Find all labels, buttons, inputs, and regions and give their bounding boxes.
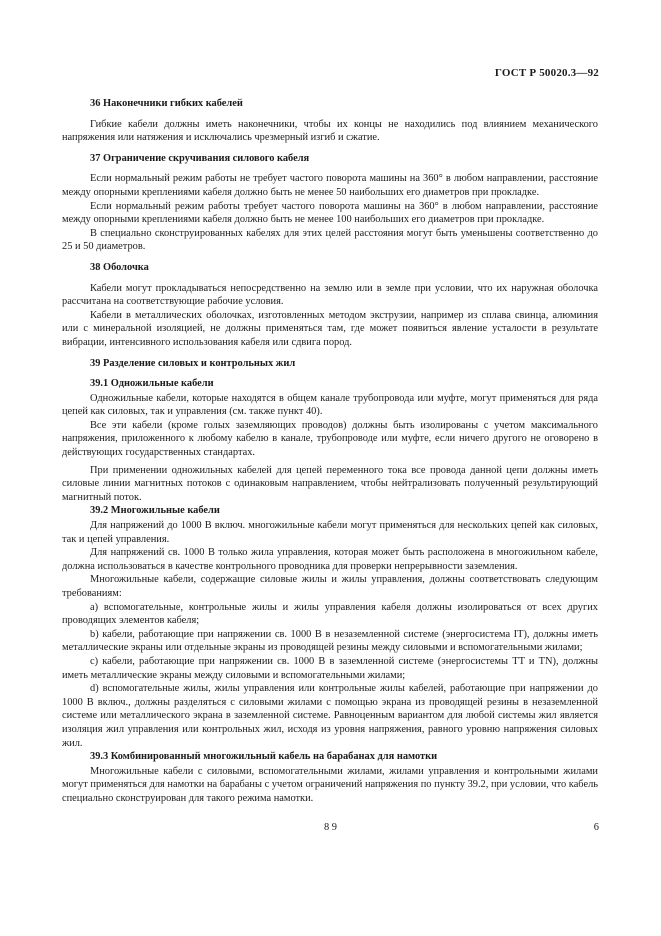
section-39-3-paragraph: Многожильные кабели с силовыми, вспомогательными жилами, жилами управления и контрольными жилами могут применяться для намотки на барабаны с учетом ограничений напряжения по пункту 39.2, при условии, что кабель специально сконструирован для такого режима намотки.	[62, 765, 598, 804]
section-39-1-paragraph-3: При применении одножильных кабелей для цепей переменного тока все провода данной цепи должны иметь силовые линии магнитных потоков с одинаковым направлением, чтобы нейтрализовать полученный результирующий магнитный поток.	[62, 464, 598, 503]
section-39-2-item-a: а) вспомогательные, контрольные жилы и жилы управления кабеля должны изолироваться от всех других проводящих элементов кабеля;	[62, 601, 598, 627]
section-39-2-paragraph-3: Многожильные кабели, содержащие силовые жилы и жилы управления, должны соответствовать следующим требованиям:	[62, 574, 598, 599]
section-37-paragraph-1: Если нормальный режим работы не требует частого поворота машины на 360° в любом направлении, расстояние между опорными креплениями кабеля должно быть не менее 50 наибольших его диаметров при прокладке.	[62, 173, 598, 198]
section-38-paragraph-2: Кабели в металлических оболочках, изготовленных методом экструзии, например из сплава свинца, алюминия или с минеральной изоляцией, не должны применяться там, где может появиться явление усталости в результате вибрации, интенсивного использования кабеля или сдвига пород.	[62, 309, 598, 348]
standard-header: ГОСТ Р 50020.3—92	[494, 67, 599, 79]
section-39-2-item-b: b) кабели, работающие при напряжении св. 1000 В в незаземленной системе (энергосистема IT), должны иметь металлические экраны или отдельные экраны из проводящей резины между силовыми и вспомогательными жилами;	[62, 628, 598, 654]
section-39-1-paragraph-2: Все эти кабели (кроме голых заземляющих проводов) должны быть изолированы с учетом максимального напряжения, приложенного к любому кабелю в канале, трубопроводе или муфте, если ничего другого не оговорено в действующих государственных стандартах.	[62, 419, 598, 459]
footer-mark: 8 9	[324, 822, 337, 833]
section-39-2-item-c: c) кабели, работающие при напряжении св. 1000 В в заземленной системе (энергосистемы TT и TN), должны иметь металлические экраны между силовыми и вспомогательными жилами;	[62, 655, 598, 681]
page-number: 6	[593, 822, 599, 833]
section-38-paragraph-1: Кабели могут прокладываться непосредственно на землю или в земле при условии, что их наружная оболочка рассчитана на соответствующие рабочие условия.	[62, 282, 598, 308]
section-38-heading: 38 Оболочка	[90, 261, 149, 273]
section-39-2-paragraph-2: Для напряжений св. 1000 В только жила управления, которая может быть расположена в многожильном кабеле, должна использоваться в качестве контрольного проводника для проверки непрерывности заземления.	[62, 547, 598, 572]
document-body	[62, 97, 598, 806]
section-39-2-item-d: d) вспомогательные жилы, жилы управления или контрольные жилы кабелей, работающие при напряжении до 1000 В включ., должны разделяться с силовыми жилами с помощью экрана из проводящей резины в незаземленной системе или металлического экрана в заземленной системе. Равноценным вариантом для любой системы жил является изоляция жил управления или контрольных жил, исходя из уровня напряжения, равного уровню напряжения силовых жил.	[62, 683, 598, 749]
section-39-3-heading: 39.3 Комбинированный многожильный кабель на барабанах для намотки	[90, 751, 438, 763]
section-36-heading: 36 Наконечники гибких кабелей	[90, 98, 243, 109]
section-36-paragraph: Гибкие кабели должны иметь наконечники, чтобы их концы не находились под влиянием механического напряжения или натяжения и исключались чрезмерный изгиб и сжатие.	[62, 118, 598, 144]
section-39-2-heading: 39.2 Многожильные кабели	[90, 505, 220, 517]
section-39-2-paragraph-1: Для напряжений до 1000 В включ. многожильные кабели могут применяться для нескольких цепей как силовых, так и цепей управления.	[62, 520, 598, 545]
section-37-heading: 37 Ограничение скручивания силового кабеля	[90, 152, 310, 164]
section-39-1-heading: 39.1 Одножильные кабели	[90, 378, 214, 390]
section-39-heading: 39 Разделение силовых и контрольных жил	[90, 357, 296, 369]
section-37-paragraph-2: Если нормальный режим работы требует частого поворота машины на 360° в любом направлении, расстояние между опорными креплениями кабеля должно быть не менее 100 наибольших его диаметров при прокладке.	[62, 200, 598, 226]
section-39-1-paragraph-1: Одножильные кабели, которые находятся в общем канале трубопровода или муфте, могут применяться для ряда цепей как силовых, так и управления (см. также пункт 40).	[62, 392, 598, 418]
section-37-paragraph-3: В специально сконструированных кабелях для этих целей расстояния могут быть уменьшены соответственно до 25 и 50 диаметров.	[62, 227, 598, 253]
